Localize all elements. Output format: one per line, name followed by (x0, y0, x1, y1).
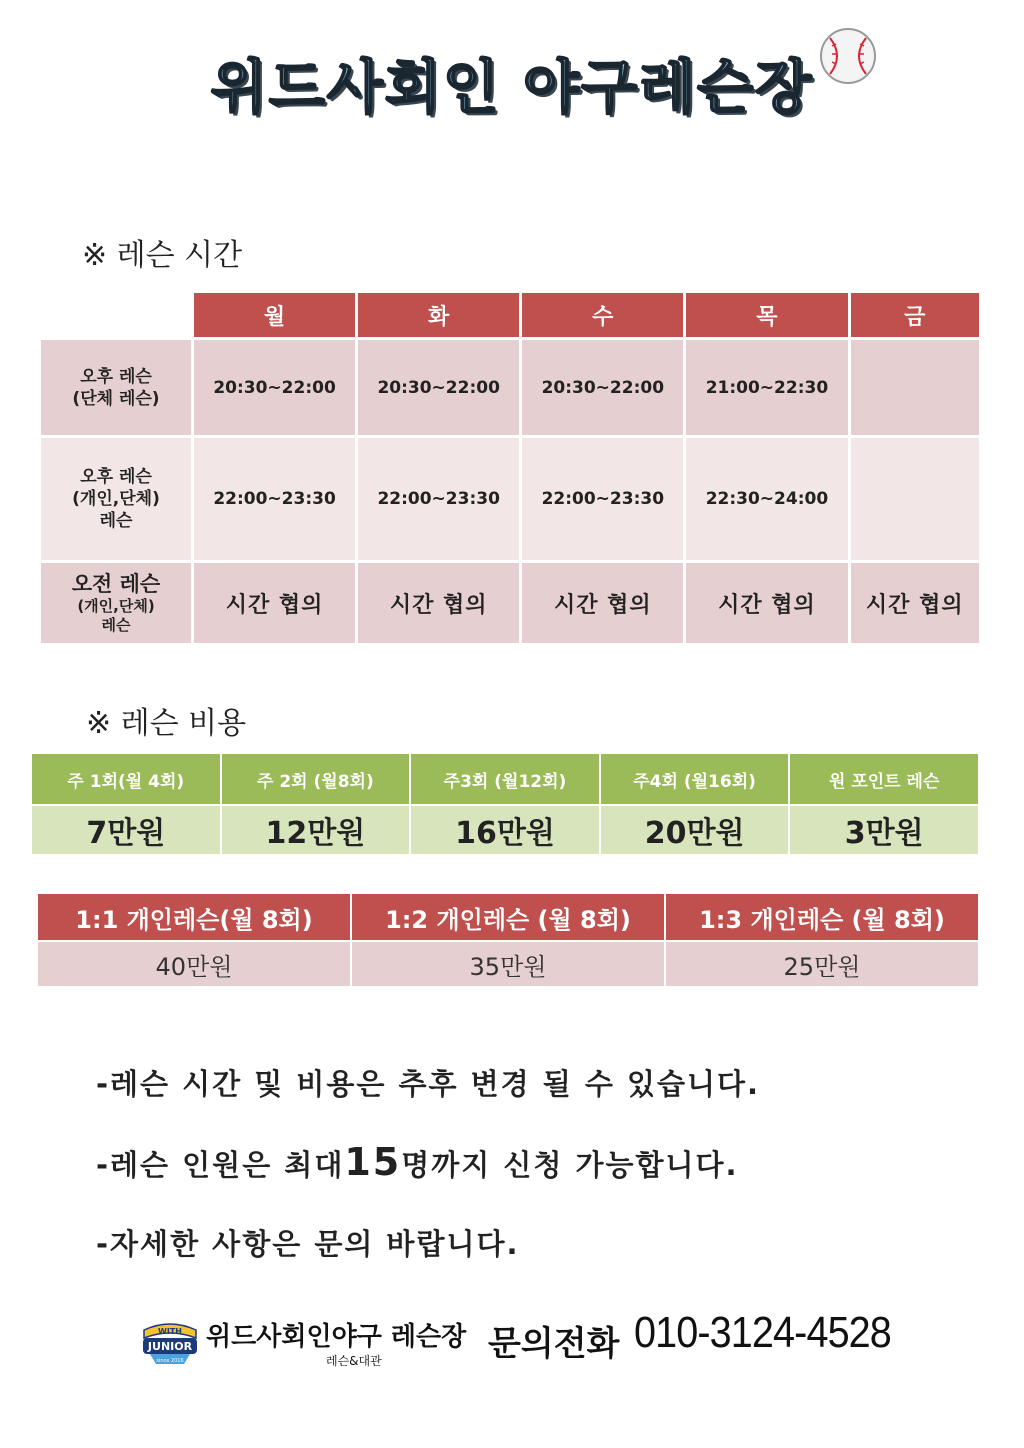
fee-plan-header: 원 포인트 레슨 (790, 754, 978, 804)
note-change: -레슨 시간 및 비용은 추후 변경 될 수 있습니다. (96, 1067, 761, 1101)
inquiry-label: 문의전화 (488, 1324, 620, 1364)
phone-number[interactable]: 010-3124-4528 (634, 1308, 891, 1357)
fee-price: 3만원 (790, 806, 978, 854)
fee-plan-header: 주4회 (월16회) (601, 754, 789, 804)
private-price: 35만원 (352, 942, 664, 986)
fee-plan-header: 주 2회 (월8회) (222, 754, 410, 804)
time-cell: 21:00~22:30 (686, 340, 847, 435)
svg-text:JUNIOR: JUNIOR (147, 1340, 193, 1353)
brand-name: 위드사회인야구 레슨장 (206, 1322, 467, 1352)
row-label-line: 레슨 (101, 616, 131, 634)
time-cell: 20:30~22:00 (194, 340, 355, 435)
brand-subtitle: 레슨&대관 (326, 1354, 382, 1368)
fee-price: 16만원 (411, 806, 599, 854)
time-cell: 20:30~22:00 (522, 340, 683, 435)
svg-text:since 2016: since 2016 (156, 1358, 184, 1364)
time-cell: 시간 협의 (358, 563, 519, 643)
fee-price: 7만원 (32, 806, 220, 854)
time-cell (851, 340, 980, 435)
row-label-line: 오후 레슨 (80, 366, 152, 387)
note-capacity-pre: -레슨 인원은 최대 (96, 1148, 345, 1182)
note-capacity-post: 명까지 신청 가능합니다. (401, 1148, 739, 1182)
day-header: 수 (522, 293, 683, 337)
day-header: 월 (194, 293, 355, 337)
private-price: 40만원 (38, 942, 350, 986)
page-title: 위드사회인 야구레슨장 (210, 53, 814, 121)
fee-heading: ※ 레슨 비용 (86, 706, 247, 741)
private-price: 25만원 (666, 942, 978, 986)
time-cell: 22:30~24:00 (686, 438, 847, 560)
time-cell: 시간 협의 (194, 563, 355, 643)
fee-plan-header: 주 1회(월 4회) (32, 754, 220, 804)
schedule-heading: ※ 레슨 시간 (82, 238, 243, 273)
time-cell: 22:00~23:30 (522, 438, 683, 560)
fee-price: 12만원 (222, 806, 410, 854)
time-cell: 시간 협의 (522, 563, 683, 643)
row-label (41, 563, 191, 643)
time-cell: 20:30~22:00 (358, 340, 519, 435)
private-lesson-table (36, 892, 980, 988)
fee-plan-header: 주3회 (월12회) (411, 754, 599, 804)
day-header: 금 (851, 293, 980, 337)
row-label-line: (개인,단체) (72, 489, 160, 509)
schedule-table (38, 290, 982, 646)
private-plan-header: 1:1 개인레슨(월 8회) (38, 894, 350, 940)
with-junior-logo (140, 1316, 200, 1366)
fee-table (30, 752, 980, 856)
row-label-line: 오전 레슨 (71, 572, 161, 596)
day-header: 화 (358, 293, 519, 337)
baseball-icon (818, 26, 878, 86)
time-cell: 22:00~23:30 (358, 438, 519, 560)
note-capacity-number: 15 (344, 1140, 402, 1184)
time-cell: 시간 협의 (686, 563, 847, 643)
note-inquiry: -자세한 사항은 문의 바랍니다. (96, 1227, 520, 1261)
row-label (41, 340, 191, 435)
private-plan-header: 1:3 개인레슨 (월 8회) (666, 894, 978, 940)
fee-price: 20만원 (601, 806, 789, 854)
time-cell: 시간 협의 (851, 563, 980, 643)
private-plan-header: 1:2 개인레슨 (월 8회) (352, 894, 664, 940)
row-label-line: (단체 레슨) (72, 388, 160, 409)
row-label (41, 438, 191, 560)
note-capacity (96, 1140, 739, 1184)
time-cell: 22:00~23:30 (194, 438, 355, 560)
row-label-line: 오후 레슨 (80, 467, 152, 487)
row-label-line: 레슨 (99, 511, 133, 531)
day-header: 목 (686, 293, 847, 337)
corner-cell (41, 293, 191, 337)
svg-text:WITH: WITH (158, 1327, 182, 1336)
row-label-line: (개인,단체) (77, 597, 155, 615)
time-cell (851, 438, 980, 560)
